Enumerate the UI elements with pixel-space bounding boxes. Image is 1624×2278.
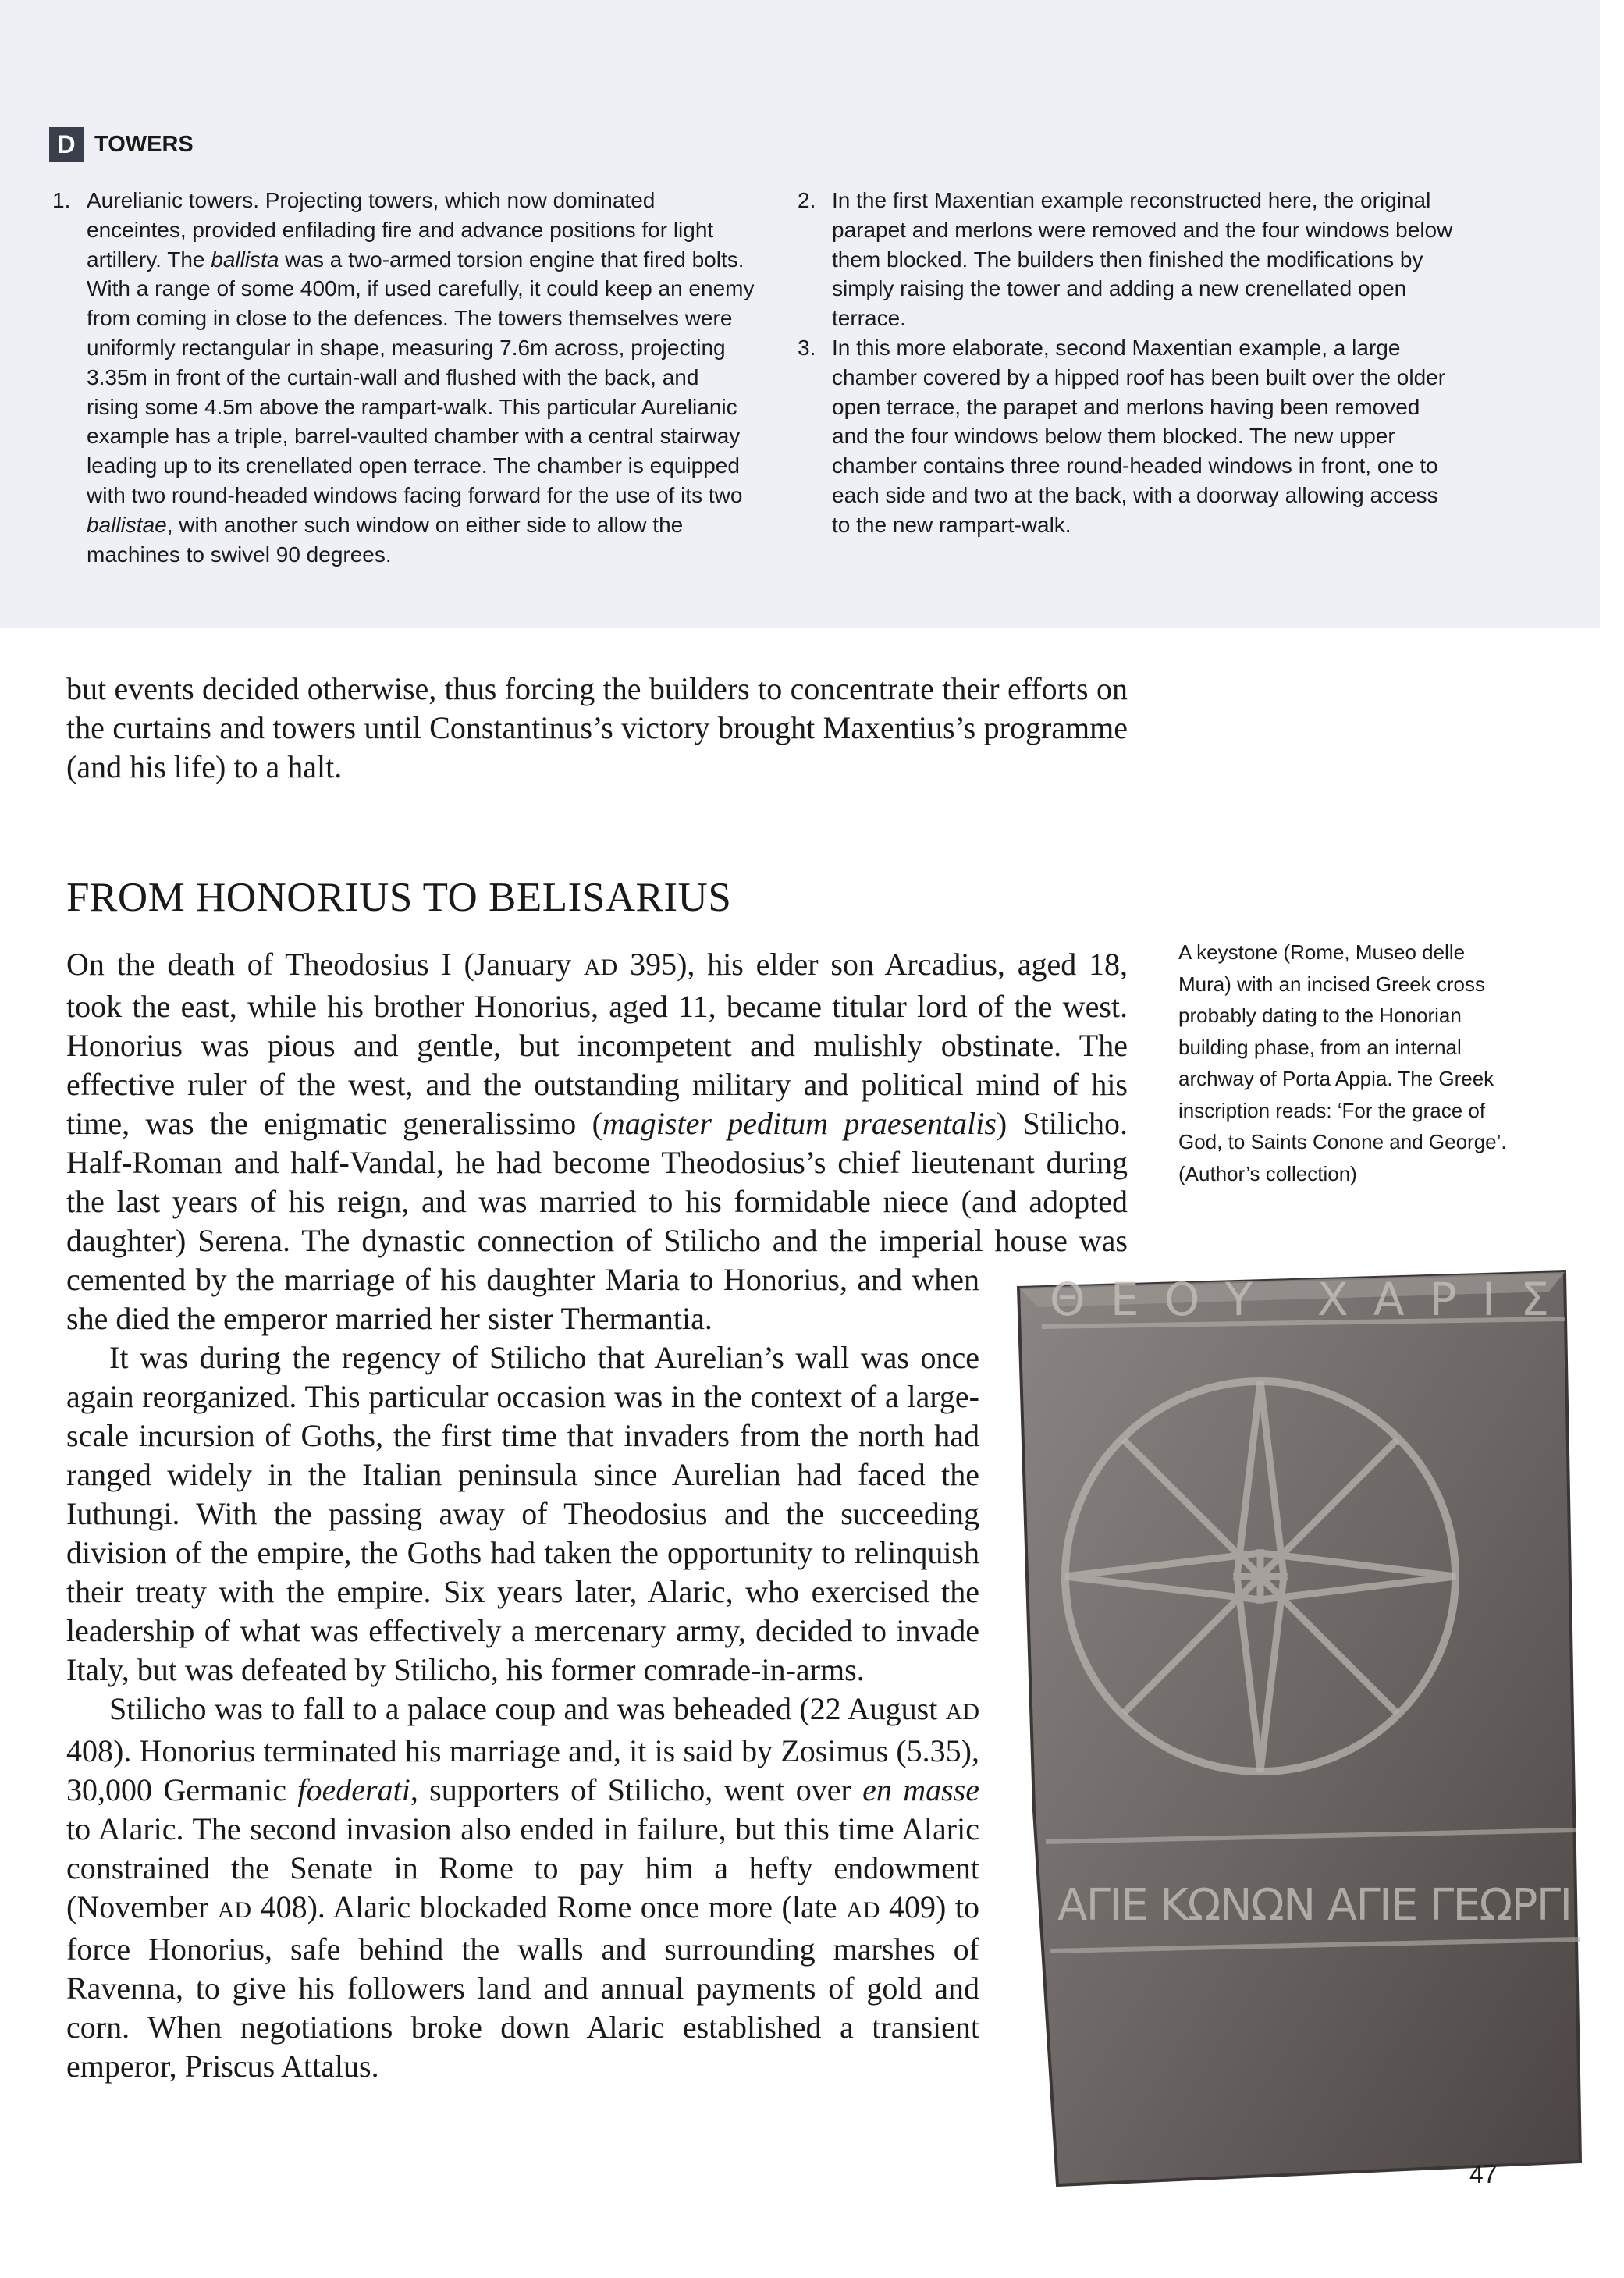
box-list-text: In this more elaborate, second Maxentian example, a large chamber covered by a hipped roof has been built over the older open terrace, the parapet and merlons having been removed and the four windows below them blocked. The new upper chamber contains three round-headed windows in front, one to each side and two at the back, with a doorway allowing access to the new rampart-walk. bbox=[832, 335, 1446, 537]
section-heading: FROM HONORIUS TO BELISARIUS bbox=[66, 875, 732, 920]
body-paragraph: It was during the regency of Stilicho that Aurelian’s wall was once again reorganized. This particular occasion was in the context of a large-scale incursion of Goths, the first time that invaders from the north had ranged widely in the Italian peninsula since Aurelian had faced the Iuthungi. With the passing away of Theodosius and the succeeding division of the empire, the Goths had taken the opportunity to relinquish their treaty with the empire. Six years later, Alaric, who exercised the leadership of what was effectively a mercenary army, decided to invade Italy, but was defeated by Stilicho, his former comrade-in-arms. bbox=[66, 1340, 979, 1687]
continuation-paragraph: but events decided otherwise, thus forcing the builders to concentrate their efforts on the curtains and towers until Constantinus’s victory brought Maxentius’s programme (and his life) to a halt. bbox=[66, 671, 1128, 784]
body-paragraph: On the death of Theodosius I (January AD 395), his elder son Arcadius, aged 18, took the east, while his brother Honorius, aged 11, became titular lord of the west. Honorius was pious and gentle, but incompetent and mulishly obstinate. The effective ruler of the west, and the outstanding military and political mind of his time, was the enigmatic generalissimo (magister peditum praesentalis) Stilicho. Half-Roman and half-Vandal, he had become Theodosius’s chief lieutenant during the last years of his reign, and was married to his formidable niece (and adopted daughter) Serena. The dynastic connection of Stilicho and the imperial house was cemented by the marriage of his daughter Maria to Honorius, and when she died the emperor married her sister Thermantia. bbox=[66, 947, 1128, 1336]
photo-caption: A keystone (Rome, Museo delle Mura) with an incised Greek cross probably dating to the Honorian building phase, from an internal archway of Porta Appia. The Greek inscription reads: ‘For the grace of God, to Saints Conone and George’. (Author’s collection) bbox=[1178, 940, 1507, 1185]
keystone-photo bbox=[1003, 1264, 1584, 2189]
box-list-item bbox=[798, 186, 1461, 333]
box-header bbox=[49, 127, 194, 162]
inscription-bottom: ΑΓΙΕ ΚΩΝΩΝ ΑΓΙΕ ΓΕΩΡΓΙ bbox=[1057, 1880, 1572, 1931]
body-paragraph: Stilicho was to fall to a palace coup and was beheaded (22 August AD 408). Honorius terminated his marriage and, it is said by Zosimus (5.35), 30,000 Germanic foederati, supporters of Stilicho, went over en masse to Alaric. The second invasion also ended in failure, but this time Alaric constrained the Senate in Rome to pay him a hefty endowment (November AD 408). Alaric blockaded Rome once more (late AD 409) to force Honorius, safe behind the walls and surrounding marshes of Ravenna, to give his followers land and annual payments of gold and corn. When negotiations broke down Alaric established a transient emperor, Priscus Attalus. bbox=[66, 1691, 980, 2084]
box-list-number: 2. bbox=[798, 188, 816, 212]
box-column-right bbox=[798, 186, 1461, 540]
main-text bbox=[66, 945, 1128, 2201]
box-list-number: 1. bbox=[52, 188, 71, 212]
box-title: TOWERS bbox=[94, 131, 194, 157]
inscription-top: ΘΕΟΥ ΧΑΡΙΣ bbox=[1050, 1273, 1549, 1326]
box-list-number: 3. bbox=[798, 335, 816, 360]
box-column-left bbox=[52, 186, 755, 569]
box-list-text: In the first Maxentian example reconstructed here, the original parapet and merlons were removed and the four windows below them blocked. The builders then finished the modifications by simply raising the tower and adding a new crenellated open terrace. bbox=[832, 188, 1453, 331]
sidebar-box bbox=[0, 0, 1600, 628]
keystone-slab bbox=[1018, 1272, 1580, 2185]
box-list-item bbox=[52, 186, 755, 569]
box-list-text: Aurelianic towers. Projecting towers, which now dominated enceintes, provided enfilading fire and advance positions for light artillery. The ballista was a two-armed torsion engine that fired bolts. With a range of some 400m, if used carefully, it could keep an enemy from coming in close to the defences. The towers themselves were uniformly rectangular in shape, measuring 7.6m across, projecting 3.35m in front of the curtain-wall and flushed with the back, and rising some 4.5m above the rampart-walk. This particular Aurelianic example has a triple, barrel-vaulted chamber with a central stairway leading up to its crenellated open terrace. The chamber is equipped with two round-headed windows facing forward for the use of its two ballistae, with another such window on either side to allow the machines to swivel 90 degrees. bbox=[87, 188, 755, 567]
box-list-item bbox=[798, 333, 1461, 540]
section-badge: D bbox=[49, 127, 84, 162]
page-number: 47 bbox=[1469, 2160, 1498, 2188]
